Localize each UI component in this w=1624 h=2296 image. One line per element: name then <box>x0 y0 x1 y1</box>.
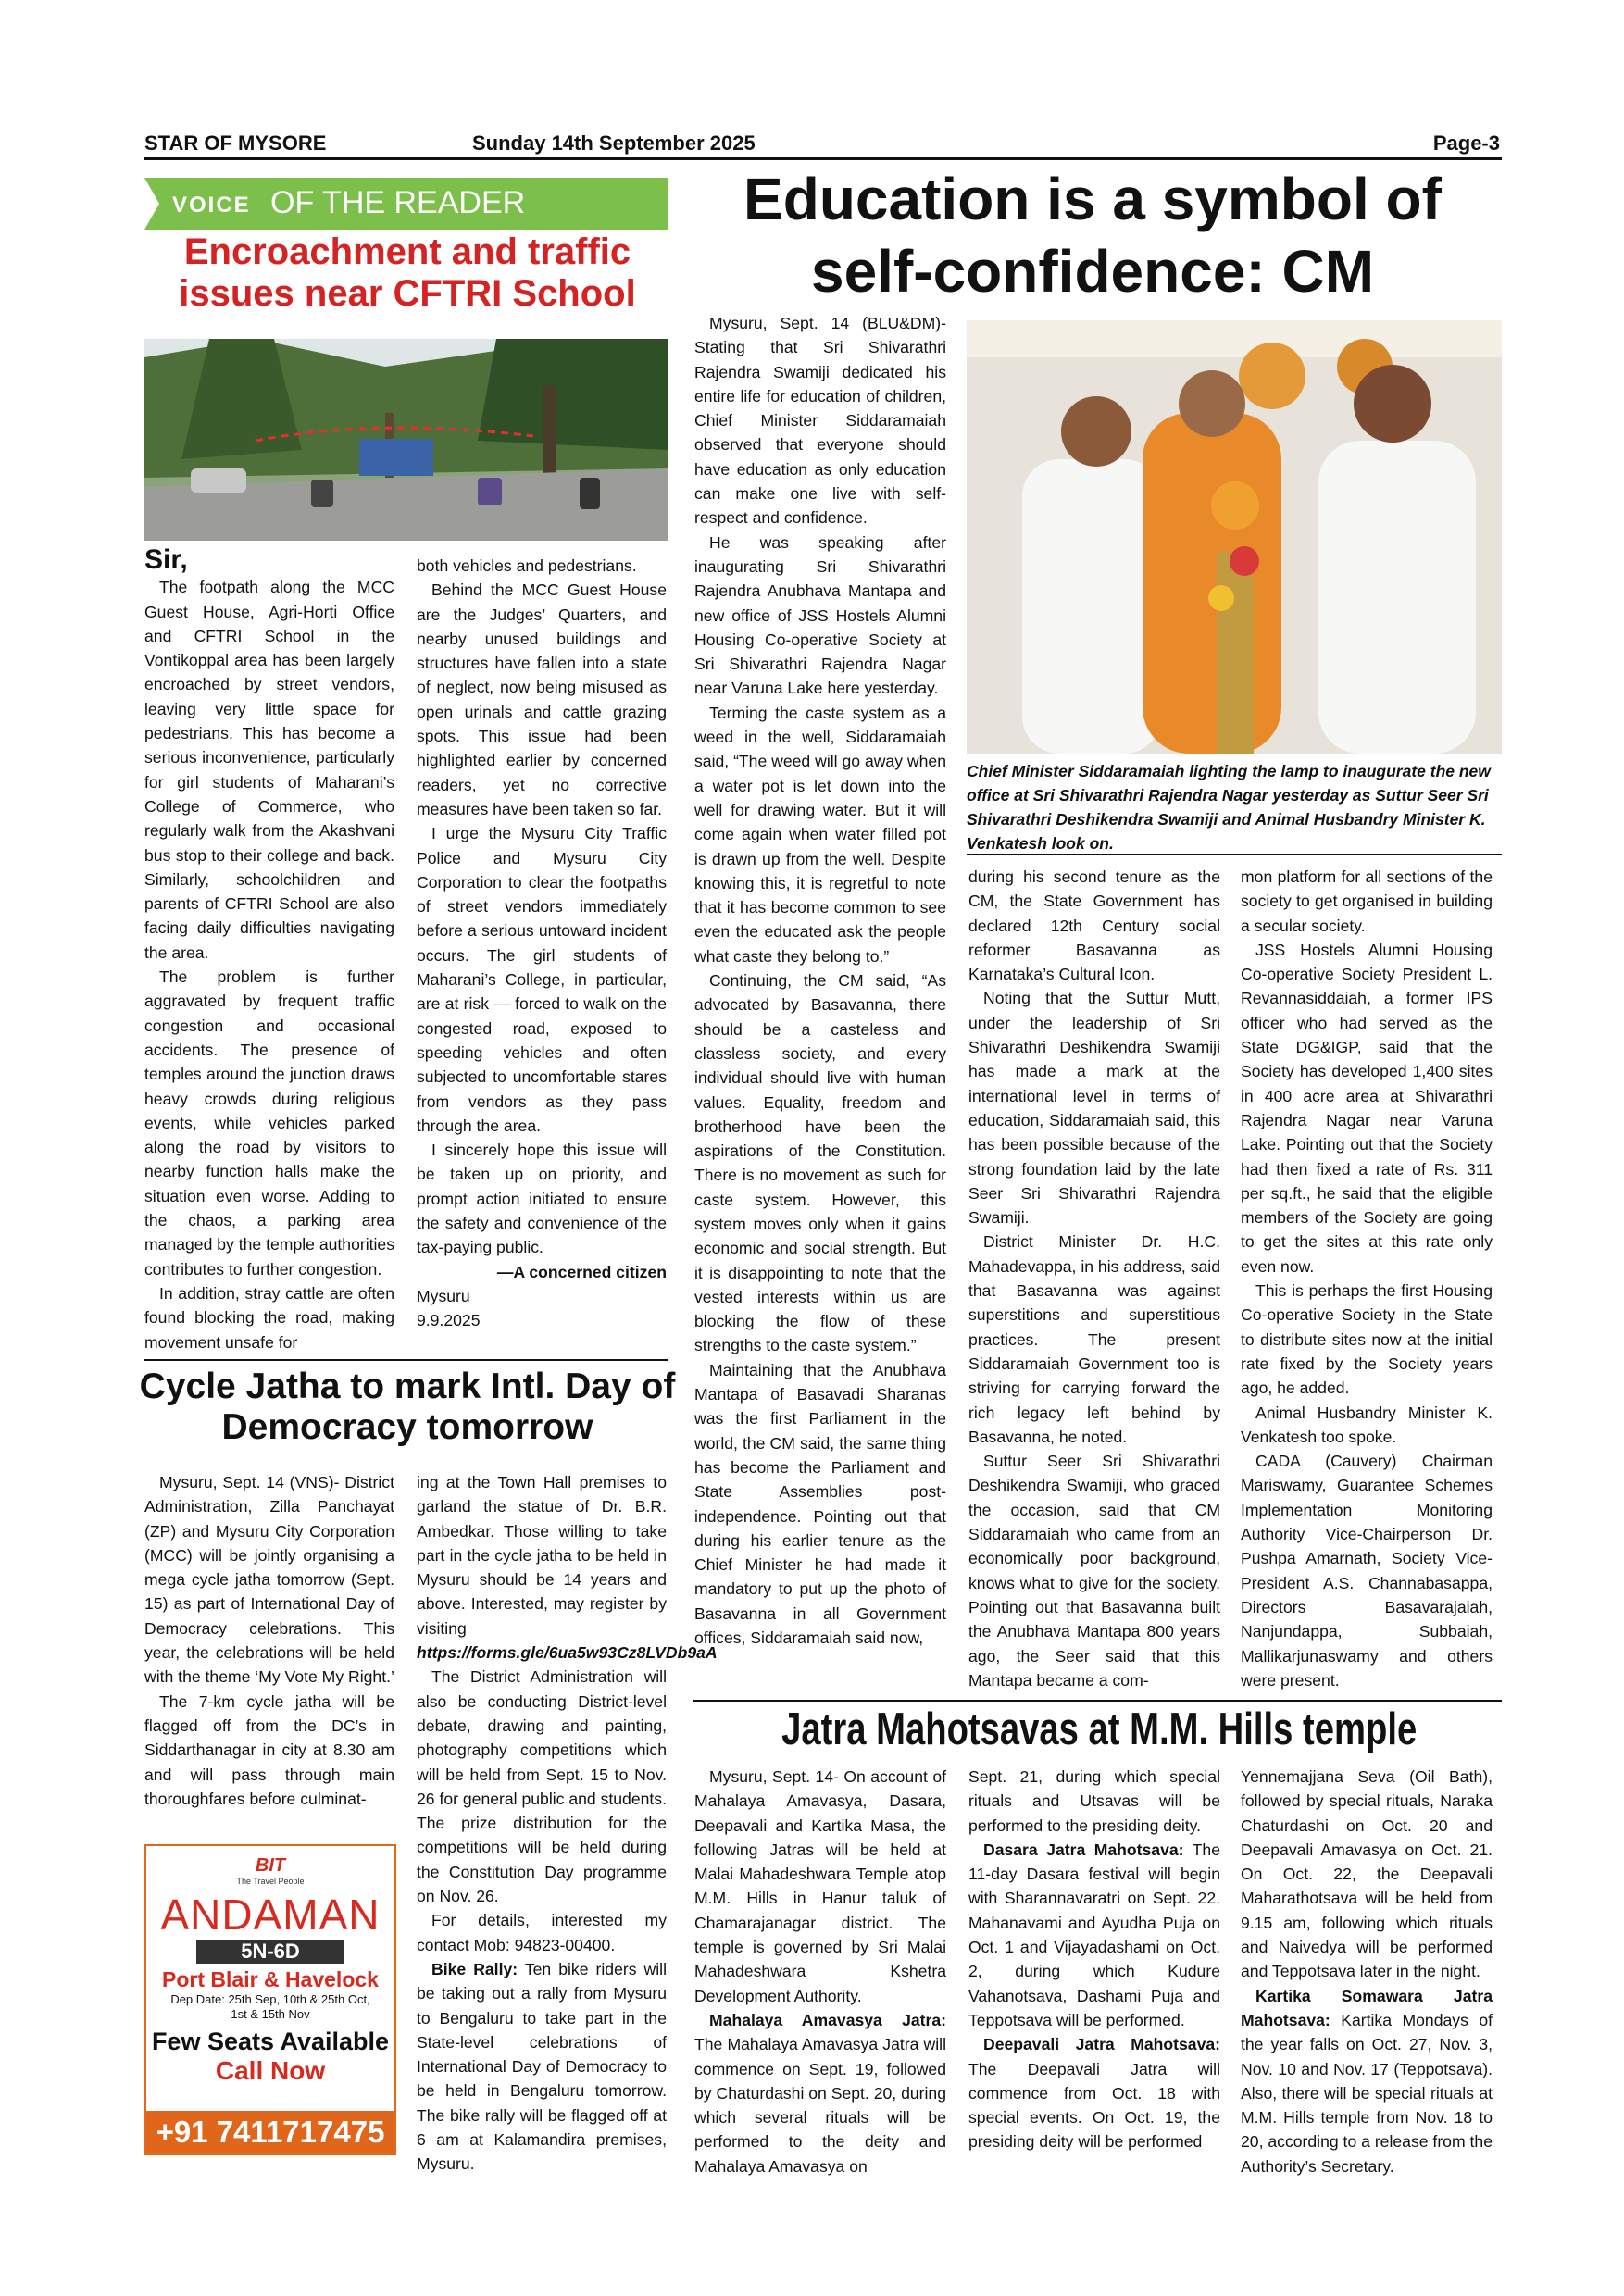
education-paragraph: mon platform for all sections of the society to get organised in building a secular society. <box>1241 867 1493 935</box>
bike-rally-subhead: Bike Rally: <box>431 1959 518 1978</box>
photo-caption: Chief Minister Siddaramaiah lighting the lamp to inaugurate the new office at Sri Shivarathri Rajendra Nagar yesterday as Suttur Seer Sri Shivarathri Deshikendra Swamiji and Animal Husbandry Minister K. Venkatesh look on. <box>967 762 1491 853</box>
caption-rule <box>967 854 1502 855</box>
jatra-headline: Jatra Mahotsavas at M.M. Hills temple <box>781 1704 1418 1754</box>
ad-tagline: The Travel People <box>236 1877 305 1886</box>
andaman-ad[interactable] <box>144 1844 396 2155</box>
cycle-paragraph: For details, interested my contact Mob: 94823-00400. <box>417 1911 667 1954</box>
cycle-col1 <box>144 1470 394 1811</box>
voice-paragraph: The footpath along the MCC Guest House, Agri-Horti Office and CFTRI School in the Vontikoppal area has been largely encroached by street vendors, leaving very little space for pedestrians. This has become a serious inconvenience, particularly for girl students of Maharani’s College of Commerce, who regularly walk from the Akashvani bus stop to their college and back. Similarly, schoolchildren and parents of CFTRI School are also facing daily difficulties navigating the area. <box>144 578 394 962</box>
ad-dates: Dep Date: 25th Sep, 10th & 25th Oct, 1st & 15th Nov <box>170 1992 370 2021</box>
voice-paragraph: The problem is further aggravated by frequent traffic congestion and occasional accidents. The presence of temples around the junction draws heavy crowds during religious events, while vehicles parked along the road by visitors to nearby function halls make the situation even worse. Adding to the chaos, a parking area managed by the temple authorities contributes to further congestion. <box>144 967 394 1279</box>
jatra-paragraph: The Deepavali Jatra will commence from Oct. 18 with special events. On Oct. 19, the presiding deity will be performed <box>968 2059 1220 2152</box>
masthead-date: Sunday 14th September 2025 <box>472 131 756 155</box>
voice-tag-rest: OF THE READER <box>270 185 526 220</box>
voice-tag: VOICE <box>172 193 251 218</box>
cycle-paragraph: Mysuru, Sept. 14 (VNS)- District Administration, Zilla Panchayat (ZP) and Mysuru City Corporation (MCC) will be jointly organising a mega cycle jatha tomorrow (Sept. 15) as part of International Day of Democracy celebrations. This year, the celebrations will be held with the theme ‘My Vote My Right.’ <box>144 1473 394 1687</box>
education-col3 <box>1241 865 1493 1692</box>
cycle-paragraph: ing at the Town Hall premises to garland the statue of Dr. B.R. Ambedkar. Those willing to take part in the cycle jatha to be held in Mysuru should be 14 years and above. Interested, may register by visiting <box>417 1473 667 1638</box>
deepavali-subhead: Deepavali Jatra Mahotsava: <box>983 2035 1220 2054</box>
section-divider <box>144 1359 668 1361</box>
cycle-headline: Cycle Jatha to mark Intl. Day of Democracy tomorrow <box>139 1366 676 1447</box>
jatra-col2 <box>968 1765 1220 2154</box>
mahalaya-subhead: Mahalaya Amavasya Jatra: <box>709 2010 946 2029</box>
voice-letter-col2 <box>417 554 667 1333</box>
education-headline: Education is a symbol of self-confidence: CM <box>743 166 1442 305</box>
kartika-subhead: Kartika Somawara Jatra Mahotsava: <box>1241 1986 1493 2029</box>
education-paragraph: Mysuru, Sept. 14 (BLU&DM)- Stating that Sri Shivarathri Rajendra Swamiji dedicated his entire life for education of children, Chief Minister Siddaramaiah observed that everyone should have education as only education can make one live with self-respect and confidence. <box>694 314 946 528</box>
voice-paragraph: I sincerely hope this issue will be taken up on priority, and prompt action initiated to ensure the safety and convenience of the tax-paying public. <box>417 1141 667 1257</box>
voice-paragraph: Behind the MCC Guest House are the Judges’ Quarters, and nearby unused buildings and structures have fallen into a state of neglect, now being misused as open urinals and cattle grazing spots. This issue had been highlighted earlier by concerned readers, yet no corrective measures have been taken so far. <box>417 580 667 818</box>
education-paragraph: Animal Husbandry Minister K. Venkatesh too spoke. <box>1241 1403 1493 1446</box>
jatra-col1 <box>694 1765 946 2178</box>
masthead-paper-name: STAR OF MYSORE <box>144 131 327 155</box>
voice-headline: Encroachment and traffic issues near CFTRI School <box>179 231 636 314</box>
masthead-page-number: Page-3 <box>1432 131 1500 155</box>
jatra-paragraph: The 11-day Dasara festival will begin with Sharannavaratri on Sept. 22. Mahanavami and Ayudha Puja on Oct. 1 and Vijayadashami on Oct. 2, during which Kudure Vahanotsava, Dashami Puja and Teppotsava will be performed. <box>968 1840 1220 2029</box>
education-paragraph: Terming the caste system as a weed in the well, Siddaramaiah said, “The weed will go away when a water pot is let down into the well for drawing water. But it will come again when water filled pot is drawn up from the well. Despite knowing this, it is regretful to note that it has become common to see even the educated ask the people what caste they belong to.” <box>694 703 946 966</box>
education-paragraph: He was speaking after inaugurating Sri Shivarathri Rajendra Anubhava Mantapa and new office of JSS Hostels Alumni Housing Co-operative Society at Sri Shivarathri Rajendra Nagar near Varuna Lake here yesterday. <box>694 532 946 698</box>
jatra-col3 <box>1241 1765 1493 2178</box>
jatra-paragraph: Yennemajjana Seva (Oil Bath), followed by special rituals, Naraka Chaturdashi on Oct. 20 and Deepavali Amavasya on Oct. 21. On Oct. 22, the Deepavali Maharathotsava will be held from 9.15 am, following which rituals and Naivedya will be performed and Teppotsava later in the night. <box>1241 1767 1493 1981</box>
cycle-paragraph: Ten bike riders will be taking out a rally from Mysuru to Bengaluru to take part in the State-level celebrations of International Day of Democracy to be held in Bengaluru tomorrow. The bike rally will be flagged off at 6 am at Kalamandira premises, Mysuru. <box>417 1959 667 2174</box>
voice-date: 9.9.2025 <box>417 1311 481 1330</box>
cycle-col2 <box>417 1470 718 2177</box>
ad-logo: BIT <box>255 1855 286 1876</box>
education-paragraph: Continuing, the CM said, “As advocated by Basavanna, there should be a casteless and classless society, and every individual should live with human values. Equality, freedom and brotherhood have been the aspirations of the Constitution. There is no movement as such for caste system. However, this system moves only when it gains economic and social strength. But it is disappointing to note that the vested interests within us are blocking the flow of these strengths to the caste system.” <box>694 971 946 1355</box>
masthead-rule <box>144 157 1502 160</box>
jatra-paragraph: Mysuru, Sept. 14- On account of Mahalaya Amavasya, Dasara, Deepavali and Kartika Masa, the following Jatras will be held at Malai Mahadeshwara Temple atop M.M. Hills in Hanur taluk of Chamarajanagar district. The temple is governed by Sri Malai Mahadeshwara Kshetra Development Authority. <box>694 1767 946 2005</box>
voice-dropcap-text: Sir, <box>144 544 188 575</box>
street-photo <box>144 339 668 541</box>
voice-banner-notch <box>144 178 159 230</box>
ad-seats: Few Seats Available <box>151 2028 390 2055</box>
registration-link[interactable]: https://forms.gle/6ua5w93Cz8LVDb9aA <box>417 1643 718 1663</box>
education-paragraph: during his second tenure as the CM, the State Government has declared 12th Century social reformer Basavanna as Karnataka’s Cultural Icon. <box>968 867 1220 984</box>
education-paragraph: JSS Hostels Alumni Housing Co-operative Society President L. Revannasiddaiah, a former IPS officer who had served as the State DG&IGP, said that the Society has developed 1,400 sites in 400 acre area at Shivarathri Rajendra Nagar near Varuna Lake. Pointing out that the Society had then fixed a rate of Rs. 311 per sq.ft., he said that the eligible members of the Society are going to get the sites at this rate only even now. <box>1241 940 1493 1276</box>
education-col1 <box>694 311 946 1650</box>
dasara-subhead: Dasara Jatra Mahotsava: <box>983 1840 1184 1859</box>
voice-paragraph: both vehicles and pedestrians. <box>417 556 637 575</box>
cycle-paragraph: The District Administration will also be conducting District-level debate, drawing and painting, photography competitions which will be held from Sept. 15 to Nov. 26 for general public and students. The prize distribution for the competitions will be held during the Constitution Day programme on Nov. 26. <box>417 1667 667 1906</box>
education-paragraph: CADA (Cauvery) Chairman Mariswamy, Guarantee Schemes Implementation Monitoring Authority Vice-Chairperson Dr. Pushpa Amarnath, Society Vice-President A.S. Channabasappa, Directors Basavarajaiah, Nanjundappa, Subbaiah, Mallikarjunaswamy and others were present. <box>1241 1452 1493 1690</box>
ad-call: Call Now <box>215 2056 326 2085</box>
voice-letter-col1 <box>144 544 394 1354</box>
education-paragraph: This is perhaps the first Housing Co-operative Society in the State to distribute sites now at the initial rate fixed by the Society years ago, he added. <box>1241 1281 1493 1398</box>
voice-place: Mysuru <box>417 1286 470 1305</box>
voice-signoff: —A concerned citizen <box>496 1262 667 1281</box>
ad-duration: 5N-6D <box>196 1940 344 1964</box>
jatra-paragraph: Sept. 21, during which special rituals and Utsavas will be performed to the presiding deity. <box>968 1767 1220 1835</box>
education-paragraph: Noting that the Suttur Mutt, under the leadership of Sri Shivarathri Deshikendra Swamiji has made a mark at the international level in terms of education, Siddaramaiah said, this has been possible because of the strong foundation laid by the late Seer Sri Shivarathri Rajendra Swamiji. <box>968 989 1220 1228</box>
ad-title: ANDAMAN <box>160 1890 381 1939</box>
voice-paragraph: In addition, stray cattle are often found blocking the road, making movement unsafe for <box>144 1283 394 1352</box>
education-col2 <box>968 865 1220 1692</box>
ad-route: Port Blair & Havelock <box>162 1967 379 1991</box>
voice-paragraph: I urge the Mysuru City Traffic Police and Mysuru City Corporation to clear the footpaths of street vendors immediately before a serious untoward incident occurs. The girl students of Maharani’s College, in particular, are at risk — forced to walk on the congested road, exposed to speeding vehicles and often subjected to uncomfortable stares from vendors as they pass through the area. <box>417 824 667 1135</box>
voice-banner <box>144 178 668 230</box>
cycle-paragraph: The 7-km cycle jatha will be flagged off from the DC’s in Siddarthanagar in city at 8.30 am and will pass through main thoroughfares before culminat- <box>144 1691 394 1808</box>
education-paragraph: Maintaining that the Anubhava Mantapa of Basavadi Sharanas was the first Parliament in the world, the CM said, the same thing has become the Parliament and State Assemblies post-independence. Pointing out that during his earlier tenure as the Chief Minister he had made it mandatory to put up the photo of Basavanna in all Government offices, Siddaramaiah said now, <box>694 1360 946 1648</box>
education-paragraph: Suttur Seer Sri Shivarathri Deshikendra Swamiji, who graced the occasion, said that CM Siddaramaiah who came from an economically poor background, knows what to give for the society. Pointing out that Basavanna built the Anubhava Mantapa 800 years ago, the Seer said that this Mantapa became a com- <box>968 1452 1220 1690</box>
education-paragraph: District Minister Dr. H.C. Mahadevappa, in his address, said that Basavanna was against superstitions and superstitious practices. The present Siddaramaiah Government too is striving for carrying forward the rich legacy left behind by Basavanna, he noted. <box>968 1232 1220 1446</box>
cm-lamp-photo <box>967 320 1502 754</box>
ad-phone[interactable]: +91 7411717475 <box>146 2111 394 2153</box>
jatra-paragraph: Kartika Mondays of the year falls on Oct. 27, Nov. 3, Nov. 10 and Nov. 17 (Teppotsava). Also, there will be special rituals at M.M. Hills temple from Nov. 18 to 20, according to a release from the Authority’s Secretary. <box>1241 2010 1493 2176</box>
jatra-paragraph: The Mahalaya Amavasya Jatra will commence on Sept. 19, followed by Chaturdashi on Sept. 20, during which several rituals will be performed to the deity and Mahalaya Amavasya on <box>694 2035 946 2176</box>
